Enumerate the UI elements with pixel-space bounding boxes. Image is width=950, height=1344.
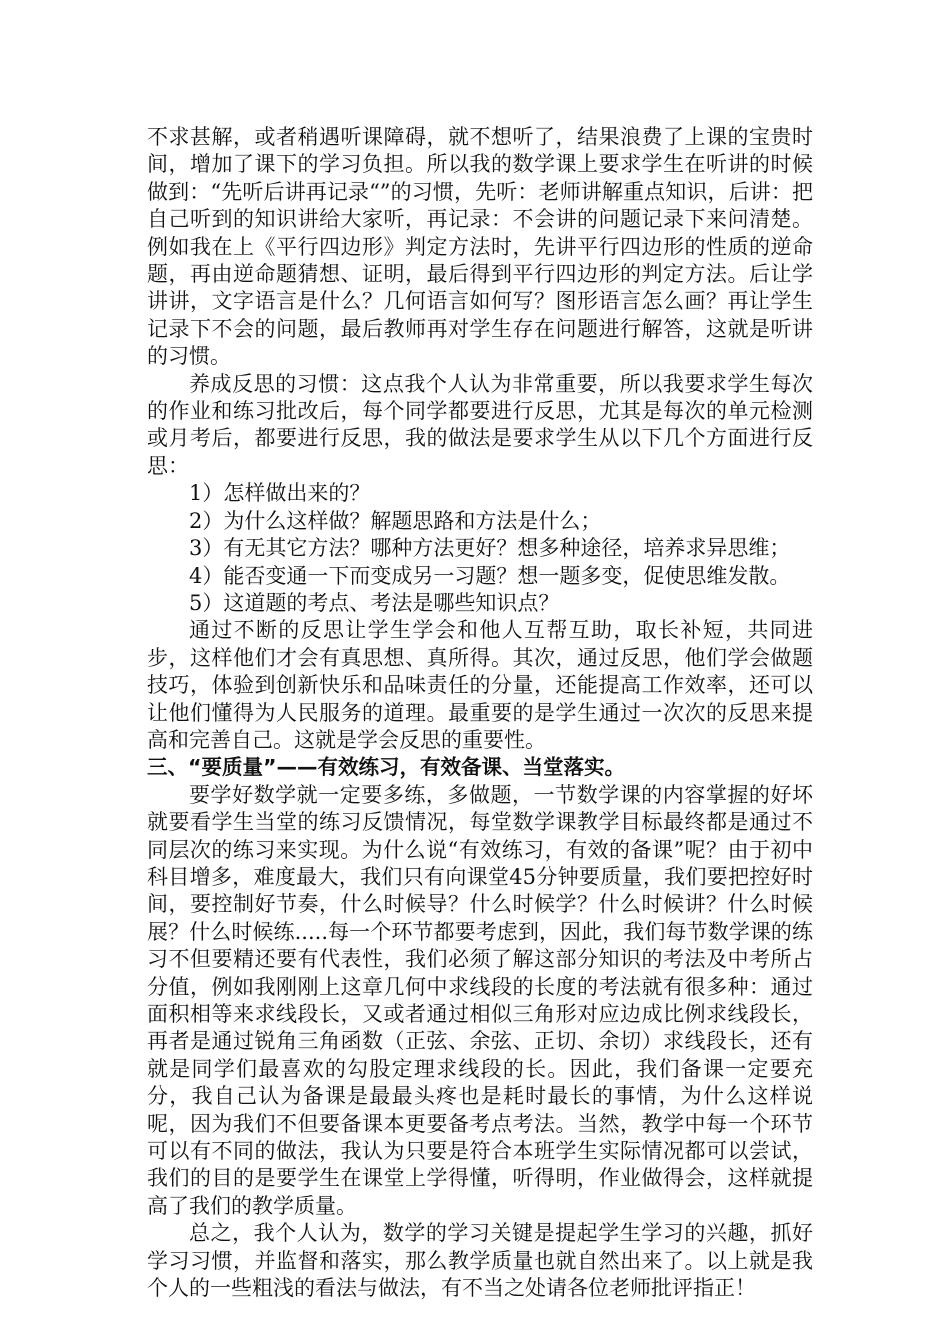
document-page bbox=[147, 124, 813, 1302]
paragraph-effective-practice: 要学好数学就一定要多练，多做题，一节数学课的内容掌握的好坏就要看学生当堂的练习反馈情况，每堂数学课教学目标最终都是通过不同层次的练习来实现。为什么说“有效练习，有效的备课”呢？由于初中科目增多，难度最大，我们只有向课堂45分钟要质量，我们要把控好时间，要控制好节奏，什么时候导？什么时候学？什么时候讲？什么时候展？什么时候练.....每一个环节都要考虑到，因此，我们每节数学课的练习不但要精还要有代表性，我们必须了解这部分知识的考法及中考所占分值，例如我刚刚上这章几何中求线段的长度的考法就有很多种：通过面积相等来求线段长，又或者通过相似三角形对应边成比例求线段长，再者是通过锐角三角函数（正弦、余弦、正切、余切）求线段长，还有就是同学们最喜欢的勾股定理求线段的长。因此，我们备课一定要充分，我自己认为备课是最最头疼也是耗时最长的事情，为什么这样说呢，因为我们不但要备课本更要备考点考法。当然，教学中每一个环节可以有不同的做法，我认为只要是符合本班学生实际情况都可以尝试，我们的目的是要学生在课堂上学得懂，听得明，作业做得会，这样就提高了我们的教学质量。 bbox=[147, 782, 813, 1218]
paragraph-reflection-habit: 养成反思的习惯：这点我个人认为非常重要，所以我要求学生每次的作业和练习批改后，每个同学都要进行反思，尤其是每次的单元检测或月考后，都要进行反思，我的做法是要求学生从以下几个方面进行反思： bbox=[147, 371, 813, 478]
section-heading-quality: 三、“要质量”——有效练习，有效备课、当堂落实。 bbox=[147, 755, 625, 780]
reflection-list-item-4: 4）能否变通一下而变成另一习题？想一题多变，促使思维发散。 bbox=[189, 563, 791, 588]
reflection-list-item-3: 3）有无其它方法？哪种方法更好？想多种途径，培养求异思维； bbox=[189, 536, 791, 561]
reflection-list-item-1: 1）怎样做出来的？ bbox=[189, 481, 371, 506]
reflection-list-item-5: 5）这道题的考点、考法是哪些知识点？ bbox=[189, 590, 560, 615]
reflection-list-item-2: 2）为什么这样做？解题思路和方法是什么； bbox=[189, 508, 602, 533]
paragraph-reflection-benefits: 通过不断的反思让学生学会和他人互帮互助，取长补短，共同进步，这样他们才会有真思想、真所得。其次，通过反思，他们学会做题技巧，体验到创新快乐和品味责任的分量，还能提高工作效率，还可以让他们懂得为人民服务的道理。最重要的是学生通过一次次的反思来提高和完善自己。这就是学会反思的重要性。 bbox=[147, 618, 813, 752]
paragraph-conclusion: 总之，我个人认为，数学的学习关键是提起学生学习的兴趣，抓好学习习惯，并监督和落实，那么教学质量也就自然出来了。以上就是我个人的一些粗浅的看法与做法，有不当之处请各位老师批评指正！ bbox=[147, 1221, 813, 1301]
paragraph-listening-habit: 不求甚解，或者稍遇听课障碍，就不想听了，结果浪费了上课的宝贵时间，增加了课下的学习负担。所以我的数学课上要求学生在听讲的时候做到：“先听后讲再记录“”的习惯，先听：老师讲解重点知识，后讲：把自己听到的知识讲给大家听，再记录：不会讲的问题记录下来问清楚。例如我在上《平行四边形》判定方法时，先讲平行四边形的性质的逆命题，再由逆命题猜想、证明，最后得到平行四边形的判定方法。后让学讲讲，文字语言是什么？几何语言如何写？图形语言怎么画？再让学生记录下不会的问题，最后教师再对学生存在问题进行解答，这就是听讲的习惯。 bbox=[147, 125, 813, 369]
